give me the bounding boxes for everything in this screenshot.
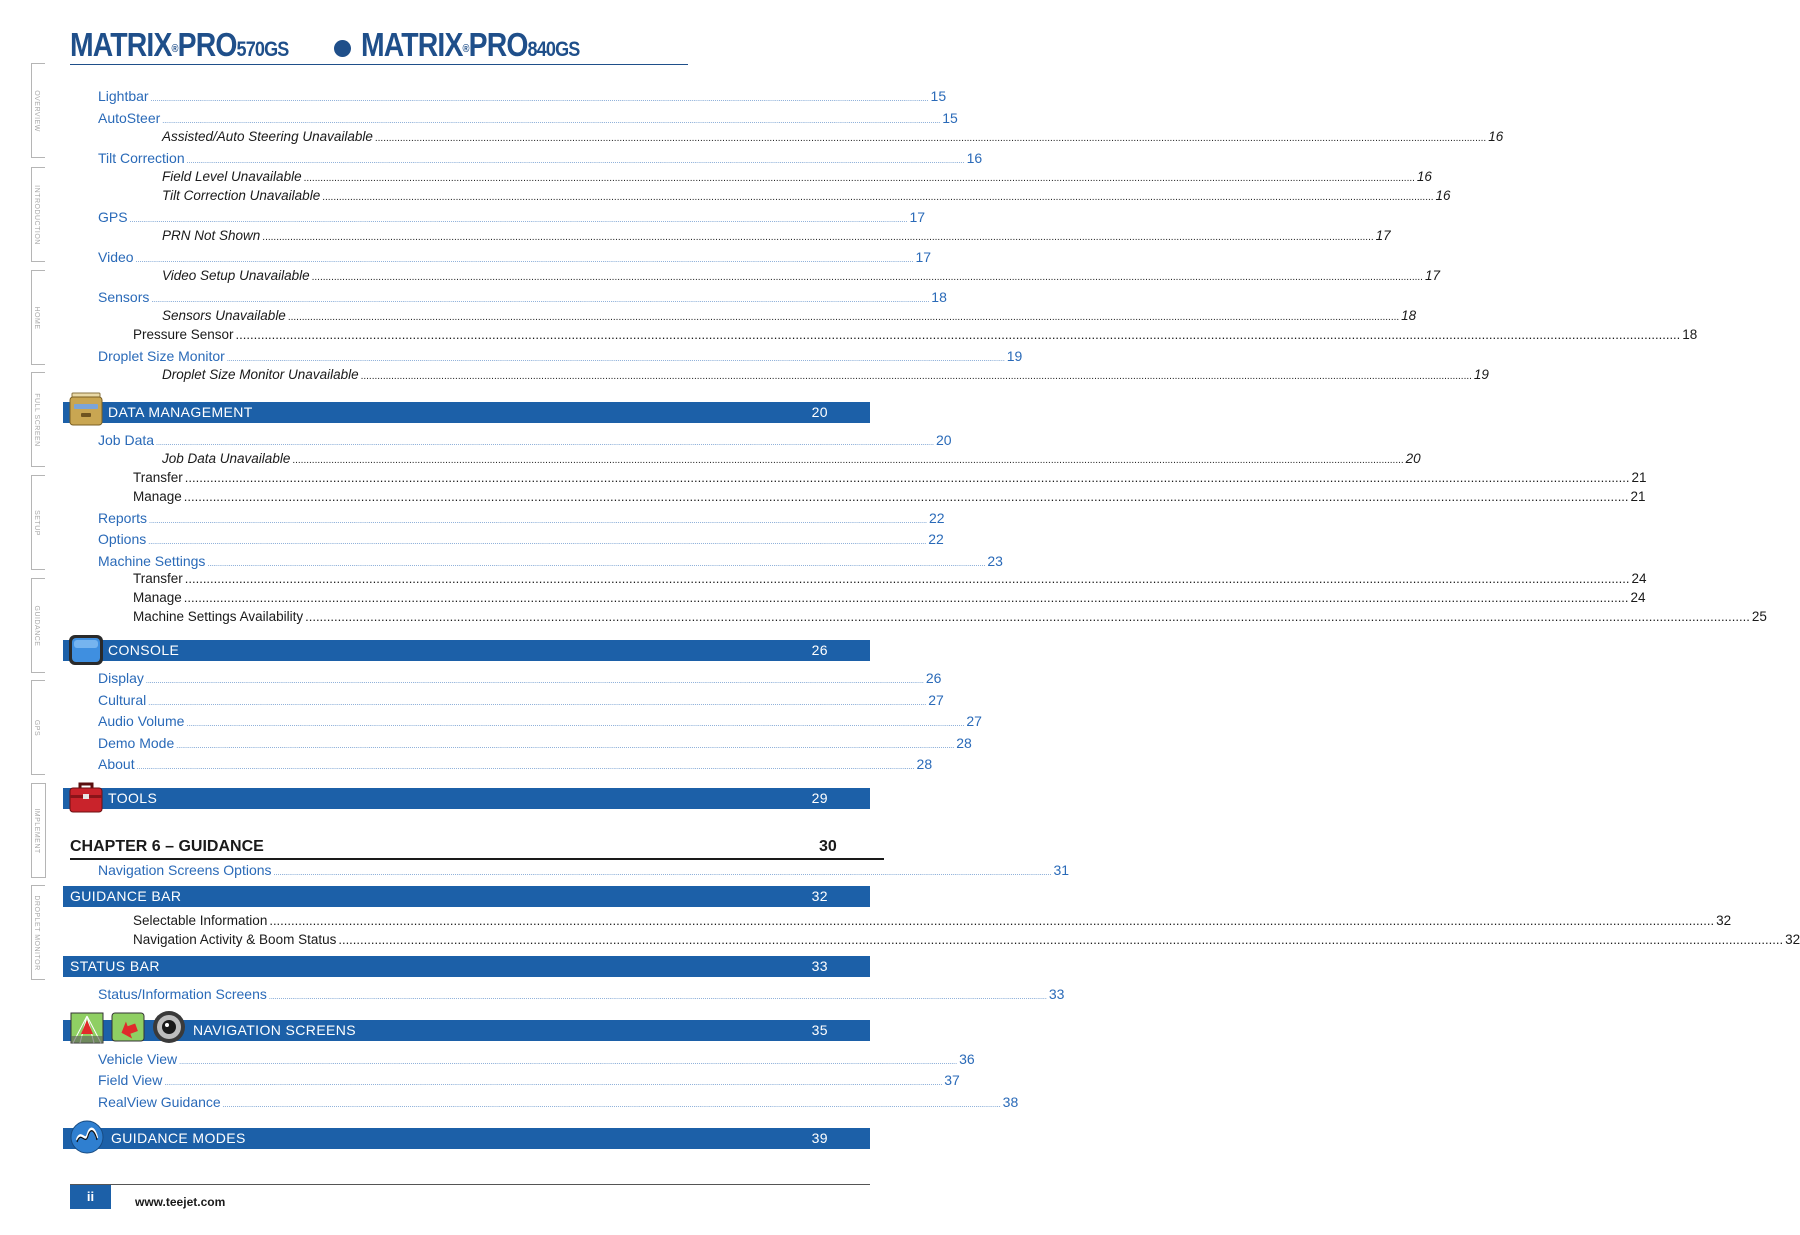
toc-entry[interactable]: Machine Settings ................................................................................................................................................................................................................................................................................................................................................................................................................ 23 [98, 553, 1003, 569]
section-bar-data-management[interactable]: DATA MANAGEMENT 20 [63, 402, 870, 423]
website-link[interactable]: www.teejet.com [135, 1195, 226, 1209]
toc-entry[interactable]: Manage ................................................................................................................................................................................................................................................................................................................................................................................................................ 21 [133, 489, 1646, 504]
page-number: ii [70, 1185, 111, 1209]
toc-entry[interactable]: Audio Volume ................................................................................................................................................................................................................................................................................................................................................................................................................ 27 [98, 713, 982, 729]
toc-entry[interactable]: Options ................................................................................................................................................................................................................................................................................................................................................................................................................ 22 [98, 531, 944, 547]
toc-entry[interactable]: GPS ................................................................................................................................................................................................................................................................................................................................................................................................................ 17 [98, 209, 926, 225]
toc-entry[interactable]: Status/Information Screens ................................................................................................................................................................................................................................................................................................................................................................................................................ 33 [98, 986, 1065, 1002]
chapter-heading[interactable]: CHAPTER 6 – GUIDANCE 30 [70, 838, 884, 860]
toc-entry[interactable]: RealView Guidance ................................................................................................................................................................................................................................................................................................................................................................................................................ 38 [98, 1094, 1019, 1110]
toc-entry[interactable]: Machine Settings Availability ................................................................................................................................................................................................................................................................................................................................................................................................................ 25 [133, 609, 1767, 624]
side-tab-home[interactable]: HOME [31, 270, 45, 365]
toc-entry[interactable]: PRN Not Shown ................................................................................................................................................................................................................................................................................................................................................................................................................ 17 [162, 228, 1391, 243]
section-bar-status-bar[interactable]: STATUS BAR 33 [63, 956, 870, 977]
section-bar-navigation-screens[interactable]: NAVIGATION SCREENS 35 [63, 1020, 870, 1041]
toolbox-icon [68, 780, 104, 814]
vehicle-view-icon [70, 1012, 104, 1044]
section-bar-console[interactable]: CONSOLE 26 [63, 640, 870, 661]
toc-entry[interactable]: Field View ................................................................................................................................................................................................................................................................................................................................................................................................................ 37 [98, 1072, 960, 1088]
toc-entry[interactable]: Sensors Unavailable ................................................................................................................................................................................................................................................................................................................................................................................................................ 18 [162, 308, 1417, 323]
toc-entry[interactable]: Assisted/Auto Steering Unavailable ................................................................................................................................................................................................................................................................................................................................................................................................................ 16 [162, 129, 1504, 144]
curve-path-icon [70, 1120, 104, 1154]
document-header [70, 26, 688, 65]
side-tab-guidance[interactable]: GUIDANCE [31, 578, 45, 673]
side-tab-full-screen[interactable]: FULL SCREEN [31, 372, 45, 467]
product-logo-570gs: MATRIX®PRO570GS [70, 26, 289, 63]
product-logo-840gs: MATRIX®PRO840GS [361, 26, 580, 63]
toc-entry[interactable]: Vehicle View ................................................................................................................................................................................................................................................................................................................................................................................................................ 36 [98, 1051, 975, 1067]
toc-entry[interactable]: Video ................................................................................................................................................................................................................................................................................................................................................................................................................ 17 [98, 249, 932, 265]
toc-entry[interactable]: Lightbar ................................................................................................................................................................................................................................................................................................................................................................................................................ 15 [98, 88, 947, 104]
toc-entry[interactable]: Droplet Size Monitor Unavailable ................................................................................................................................................................................................................................................................................................................................................................................................................ 19 [162, 367, 1489, 382]
toc-entry[interactable]: Transfer ................................................................................................................................................................................................................................................................................................................................................................................................................ 21 [133, 470, 1647, 485]
bullet-icon [334, 40, 351, 57]
toc-entry[interactable]: Droplet Size Monitor ................................................................................................................................................................................................................................................................................................................................................................................................................ 19 [98, 348, 1023, 364]
toc-entry[interactable]: Pressure Sensor ................................................................................................................................................................................................................................................................................................................................................................................................................ 18 [133, 327, 1698, 342]
toc-entry[interactable]: Selectable Information ................................................................................................................................................................................................................................................................................................................................................................................................................ 32 [133, 913, 1732, 928]
toc-entry[interactable]: Navigation Screens Options ................................................................................................................................................................................................................................................................................................................................................................................................................ 31 [98, 862, 1070, 878]
section-bar-guidance-modes[interactable]: GUIDANCE MODES 39 [63, 1128, 870, 1149]
side-tab-setup[interactable]: SETUP [31, 475, 45, 570]
field-view-icon [111, 1012, 145, 1042]
toc-entry[interactable]: Cultural ................................................................................................................................................................................................................................................................................................................................................................................................................ 27 [98, 692, 944, 708]
toc-entry[interactable]: Job Data Unavailable ................................................................................................................................................................................................................................................................................................................................................................................................................ 20 [162, 451, 1421, 466]
toc-entry[interactable]: Reports ................................................................................................................................................................................................................................................................................................................................................................................................................ 22 [98, 510, 945, 526]
side-tab-droplet-monitor[interactable]: DROPLET MONITOR [31, 885, 45, 980]
toc-entry[interactable]: Display ................................................................................................................................................................................................................................................................................................................................................................................................................ 26 [98, 670, 942, 686]
side-tab-introduction[interactable]: INTRODUCTION [31, 167, 45, 262]
section-bar-guidance-bar[interactable]: GUIDANCE BAR 32 [63, 886, 870, 907]
console-screen-icon [68, 634, 104, 666]
toc-entry[interactable]: Sensors ................................................................................................................................................................................................................................................................................................................................................................................................................ 18 [98, 289, 947, 305]
file-drawer-icon [68, 392, 104, 426]
toc-entry[interactable]: Tilt Correction Unavailable ................................................................................................................................................................................................................................................................................................................................................................................................................ 16 [162, 188, 1451, 203]
toc-entry[interactable]: Navigation Activity & Boom Status ................................................................................................................................................................................................................................................................................................................................................................................................................ 32 [133, 932, 1800, 947]
side-tab-implement[interactable]: IMPLEMENT [31, 783, 46, 878]
side-tab-overview[interactable]: OVERVIEW [31, 63, 45, 158]
toc-entry[interactable]: Field Level Unavailable ................................................................................................................................................................................................................................................................................................................................................................................................................ 16 [162, 169, 1432, 184]
toc-entry[interactable]: About ................................................................................................................................................................................................................................................................................................................................................................................................................ 28 [98, 756, 933, 772]
toc-entry[interactable]: Tilt Correction ................................................................................................................................................................................................................................................................................................................................................................................................................ 16 [98, 150, 983, 166]
toc-entry[interactable]: Demo Mode ................................................................................................................................................................................................................................................................................................................................................................................................................ 28 [98, 735, 972, 751]
camera-icon [152, 1010, 186, 1044]
section-bar-tools[interactable]: TOOLS 29 [63, 788, 870, 809]
toc-entry[interactable]: Manage ................................................................................................................................................................................................................................................................................................................................................................................................................ 24 [133, 590, 1646, 605]
toc-entry[interactable]: Transfer ................................................................................................................................................................................................................................................................................................................................................................................................................ 24 [133, 571, 1647, 586]
footer-rule [70, 1184, 870, 1185]
side-tab-gps[interactable]: GPS [31, 680, 45, 775]
toc-entry[interactable]: Job Data ................................................................................................................................................................................................................................................................................................................................................................................................................ 20 [98, 432, 952, 448]
toc-entry[interactable]: AutoSteer ................................................................................................................................................................................................................................................................................................................................................................................................................ 15 [98, 110, 958, 126]
toc-entry[interactable]: Video Setup Unavailable ................................................................................................................................................................................................................................................................................................................................................................................................................ 17 [162, 268, 1440, 283]
